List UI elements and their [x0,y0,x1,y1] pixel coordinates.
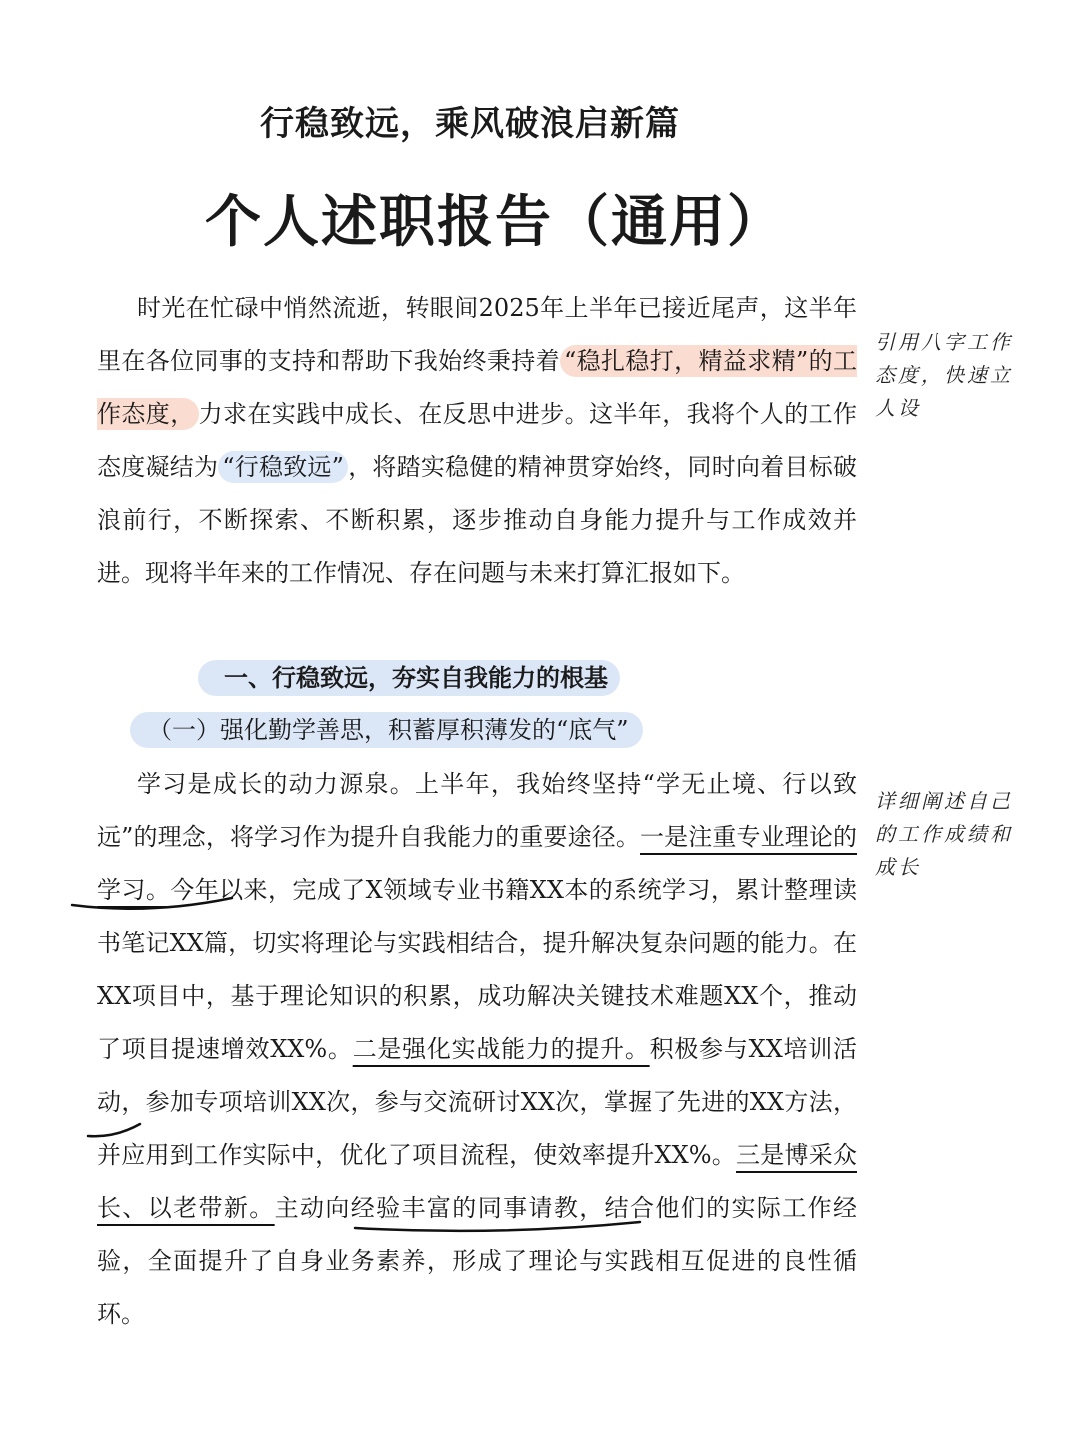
intro-text-1: 时光在忙碌中悄然流逝，转眼间2025年上半年已接近尾声，这半年里在各位同事的支持和帮助下我始终秉持着 [97,294,857,375]
underlined-point-3: 三是博采众长、以老带新。 [97,1141,857,1222]
section-subheading-1-1: （一）强化勤学善思，积蓄厚积薄发的“底气” [130,712,643,748]
document-subtitle: 行稳致远，乘风破浪启新篇 [260,104,680,144]
document-title: 个人述职报告（通用） [205,189,785,255]
margin-note-2: 详细阐述自己的工作成绩和成长 [875,789,1013,879]
highlight-motto: “行稳致远” [218,451,348,483]
section-body-paragraph [97,758,857,1341]
body-text-c: 积极参与XX培训活动，参加专项培训XX次，参与交流研讨XX次，掌握了先进的XX方法，并应用到工作实际中，优化了项目流程，使效率提升XX%。 [97,1035,858,1169]
body-text-d: 主动向经验丰富的同事请教，结合他们的实际工作经验，全面提升了自身业务素养，形成了理论与实践相互促进的良性循环。 [97,1194,857,1328]
underlined-point-2: 二是强化实战能力的提升。 [352,1035,650,1063]
intro-text-3: ，将踏实稳健的精神贯穿始终，同时向着目标破浪前行，不断探索、不断积累，逐步推动自身能力提升与工作成效并进。现将半年来的工作情况、存在问题与未来打算汇报如下。 [97,453,858,587]
intro-text-2: 力求在实践中成长、在反思中进步。这半年，我将个人的工作态度凝结为 [97,400,858,481]
intro-paragraph [97,282,857,600]
highlight-work-attitude: “稳扎稳打，精益求精”的工作态度， [97,347,858,428]
section-heading-1: 一、行稳致远，夯实自我能力的根基 [198,660,620,696]
margin-note-1: 引用八字工作态度，快速立人设 [875,330,1013,420]
body-text-a: 学习是成长的动力源泉。上半年，我始终坚持“学无止境、行以致远”的理念，将学习作为提升自我能力的重要途径。 [97,770,857,851]
underlined-point-1: 一是注重专业理论的学习。 [97,823,857,904]
body-text-b: 今年以来，完成了X领域专业书籍XX本的系统学习，累计整理读书笔记XX篇，切实将理论与实践相结合，提升解决复杂问题的能力。在XX项目中，基于理论知识的积累，成功解决关键技术难题XX个，推动了项目提速增效XX%。 [97,876,857,1063]
